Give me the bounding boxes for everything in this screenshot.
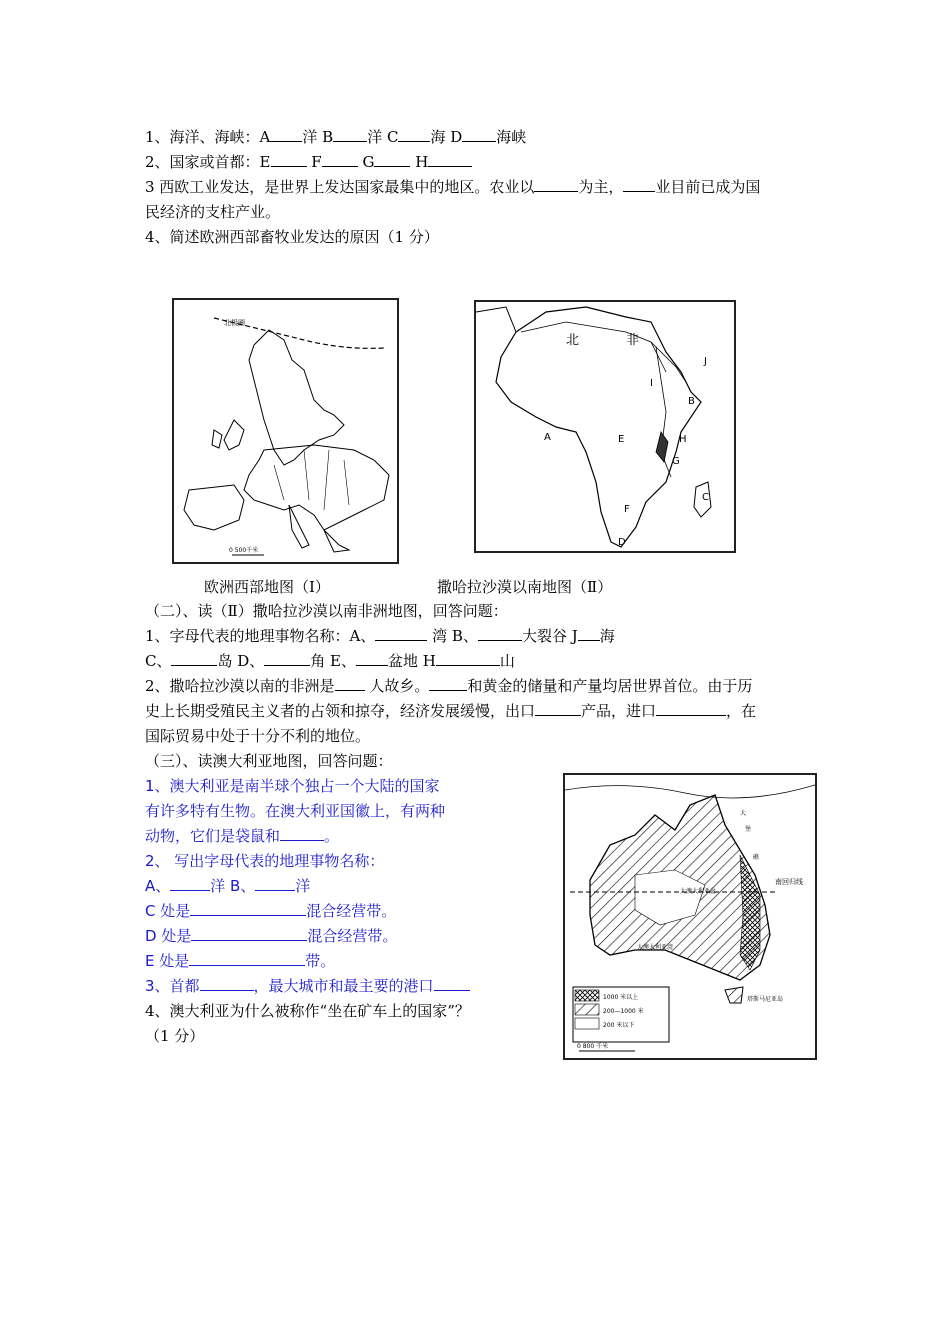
q1-text-c: 洋 C — [367, 128, 399, 146]
arctic-circle-label: 北极圈 — [224, 319, 245, 327]
basin-label: 大澳大利亚盆 — [680, 888, 717, 895]
p2-q2b-a: 史上长期受殖民主义者的占领和掠夺，经济发展缓慢，出口 — [145, 702, 536, 720]
africa-letter-c: C — [702, 492, 709, 503]
africa-letter-g: G — [672, 456, 680, 467]
p2-q1a-d: 海 — [599, 627, 615, 645]
africa-label-north: 北 — [566, 333, 580, 348]
blank[interactable] — [375, 626, 427, 641]
p3-l5-a: A、 — [145, 877, 171, 895]
tropic-label: 南回归线 — [775, 878, 803, 886]
p3-l3-b: 。 — [324, 827, 340, 845]
p2-q1b-e: 山 — [499, 652, 515, 670]
part2-title: （二）、读（Ⅱ）撒哈拉沙漠以南非洲地图，回答问题： — [145, 602, 508, 620]
reef-label-3: 礁 — [753, 854, 760, 861]
p3-l7 — [145, 926, 397, 946]
p2-q1a-c: 大裂谷 J — [521, 627, 578, 645]
blank[interactable] — [171, 651, 217, 666]
p2-q2a-a: 2、撒哈拉沙漠以南的非洲是 — [145, 677, 335, 695]
p3-l9 — [145, 976, 470, 996]
q3-line — [145, 177, 760, 197]
p3-l7-b: 混合经营带。 — [307, 927, 398, 945]
blank[interactable] — [374, 152, 410, 167]
blank[interactable] — [478, 626, 522, 641]
p3-l6 — [145, 901, 396, 921]
q3-text-b: 为主， — [578, 178, 624, 196]
europe-scale: 0 500千米 — [229, 547, 259, 554]
blank[interactable] — [191, 926, 307, 941]
blank[interactable] — [322, 152, 358, 167]
africa-caption: 撒哈拉沙漠以南地图（Ⅱ） — [437, 578, 613, 596]
p3-l6-b: 混合经营带。 — [306, 902, 397, 920]
blank[interactable] — [429, 676, 467, 691]
p3-l8-b: 带。 — [305, 952, 336, 970]
q3-text-a: 3 西欧工业发达，是世界上发达国家最集中的地区。农业以 — [145, 178, 535, 196]
africa-letter-h: H — [679, 434, 687, 445]
p2-q1b-c: 角 E、 — [310, 652, 356, 670]
p3-l1: 1、澳大利亚是南半球个独占一个大陆的国家 — [145, 777, 440, 795]
tasmania-label: 塔斯马尼亚岛 — [747, 996, 784, 1003]
blank[interactable] — [428, 152, 472, 167]
africa-letter-d: D — [618, 537, 626, 548]
p2-q2a-c: 和黄金的储量和产量均居世界首位。由于历 — [467, 677, 753, 695]
q2-text-a: 2、国家或首都：E — [145, 153, 271, 171]
africa-label-fei: 非 — [626, 333, 640, 348]
q1-text-b: 洋 B — [302, 128, 334, 146]
p2-q2b-c: ，在 — [726, 702, 757, 720]
africa-letter-f: F — [624, 504, 630, 515]
p2-q1a-a: 1、字母代表的地理事物名称：A、 — [145, 627, 376, 645]
blank[interactable] — [255, 876, 295, 891]
blank[interactable] — [335, 676, 365, 691]
p3-l7-a: D 处是 — [145, 927, 192, 945]
africa-letter-b: B — [688, 396, 695, 407]
p3-l2: 有许多特有生物。在澳大利亚国徽上，有两种 — [145, 802, 446, 820]
p2-q2-line-1 — [145, 676, 752, 696]
blank[interactable] — [436, 651, 500, 666]
q1-text-d: 海 D — [430, 128, 463, 146]
blank[interactable] — [656, 701, 726, 716]
blank[interactable] — [190, 901, 306, 916]
q4-line: 4、简述欧洲西部畜牧业发达的原因（1 分） — [145, 228, 439, 246]
australia-map-drawing — [565, 775, 815, 1058]
p2-q2-line-3: 国际贸易中处于十分不利的地位。 — [145, 727, 371, 745]
p2-q1b-d: 盆地 H — [388, 652, 436, 670]
blank[interactable] — [462, 127, 496, 142]
q1-text-e: 海峡 — [496, 128, 527, 146]
p3-l3 — [145, 826, 339, 846]
australia-map — [563, 773, 817, 1060]
p3-l10: 4、澳大利亚为什么被称作“坐在矿车上的国家”？ — [145, 1002, 470, 1020]
p3-l5-c: 洋 — [295, 877, 311, 895]
bight-label: 大澳大利亚湾 — [637, 944, 674, 951]
p2-q1a-b: 湾 B、 — [427, 627, 478, 645]
q2-text-b: F — [306, 153, 322, 171]
p2-q1-line-2 — [145, 651, 515, 671]
blank[interactable] — [398, 127, 430, 142]
q3-line-2: 民经济的支柱产业。 — [145, 203, 281, 221]
blank[interactable] — [623, 177, 655, 192]
p3-l8-a: E 处是 — [145, 952, 190, 970]
p3-l9-b: ，最大城市和最主要的港口 — [253, 977, 434, 995]
europe-map — [172, 298, 399, 564]
part3-title: （三）、读澳大利亚地图，回答问题： — [145, 752, 393, 770]
blank[interactable] — [200, 976, 254, 991]
q2-line — [145, 152, 472, 172]
blank[interactable] — [333, 127, 367, 142]
p3-l5-b: 洋 B、 — [210, 877, 256, 895]
q2-text-c: G — [357, 153, 375, 171]
p3-l6-a: C 处是 — [145, 902, 191, 920]
blank[interactable] — [271, 152, 307, 167]
blank[interactable] — [270, 127, 302, 142]
africa-letter-a: A — [544, 432, 551, 443]
africa-letter-i: I — [650, 378, 653, 389]
reef-label-2: 堡 — [745, 826, 752, 833]
legend-mid: 200—1000 米 — [603, 1008, 644, 1015]
p2-q1b-b: 岛 D、 — [217, 652, 265, 670]
p2-q2a-b: 人故乡。 — [364, 677, 430, 695]
africa-map — [474, 300, 736, 553]
legend-low: 200 米以下 — [603, 1022, 635, 1029]
africa-letter-e: E — [618, 434, 625, 445]
africa-letter-j: J — [704, 356, 707, 367]
p2-q2-line-2 — [145, 701, 756, 721]
legend-high: 1000 米以上 — [603, 994, 639, 1001]
africa-map-drawing — [476, 302, 734, 551]
blank[interactable] — [264, 651, 310, 666]
p2-q1b-a: C、 — [145, 652, 172, 670]
p3-l5 — [145, 876, 310, 896]
blank[interactable] — [434, 976, 470, 991]
q3-text-c: 业目前已成为国 — [655, 178, 761, 196]
blank[interactable] — [170, 876, 210, 891]
p3-l4: 2、 写出字母代表的地理事物名称： — [145, 852, 385, 870]
europe-map-drawing — [174, 300, 397, 562]
p3-l9-a: 3、首都 — [145, 977, 200, 995]
q2-text-d: H — [410, 153, 429, 171]
q1-text-a: 1、海洋、海峡：A — [145, 128, 271, 146]
blank[interactable] — [189, 951, 305, 966]
blank[interactable] — [535, 701, 581, 716]
australia-scale: 0 800 千米 — [577, 1043, 609, 1050]
p2-q2b-b: 产品，进口 — [581, 702, 657, 720]
p3-l3-a: 动物，它们是袋鼠和 — [145, 827, 281, 845]
reef-label-1: 大 — [740, 810, 747, 817]
q1-line — [145, 127, 526, 147]
blank[interactable] — [534, 177, 578, 192]
p3-l8 — [145, 951, 335, 971]
p2-q1-line-1 — [145, 626, 615, 646]
blank[interactable] — [356, 651, 388, 666]
blank[interactable] — [578, 626, 600, 641]
p3-l11: （1 分） — [145, 1027, 205, 1045]
blank[interactable] — [280, 826, 324, 841]
europe-caption: 欧洲西部地图（Ⅰ） — [204, 578, 330, 596]
